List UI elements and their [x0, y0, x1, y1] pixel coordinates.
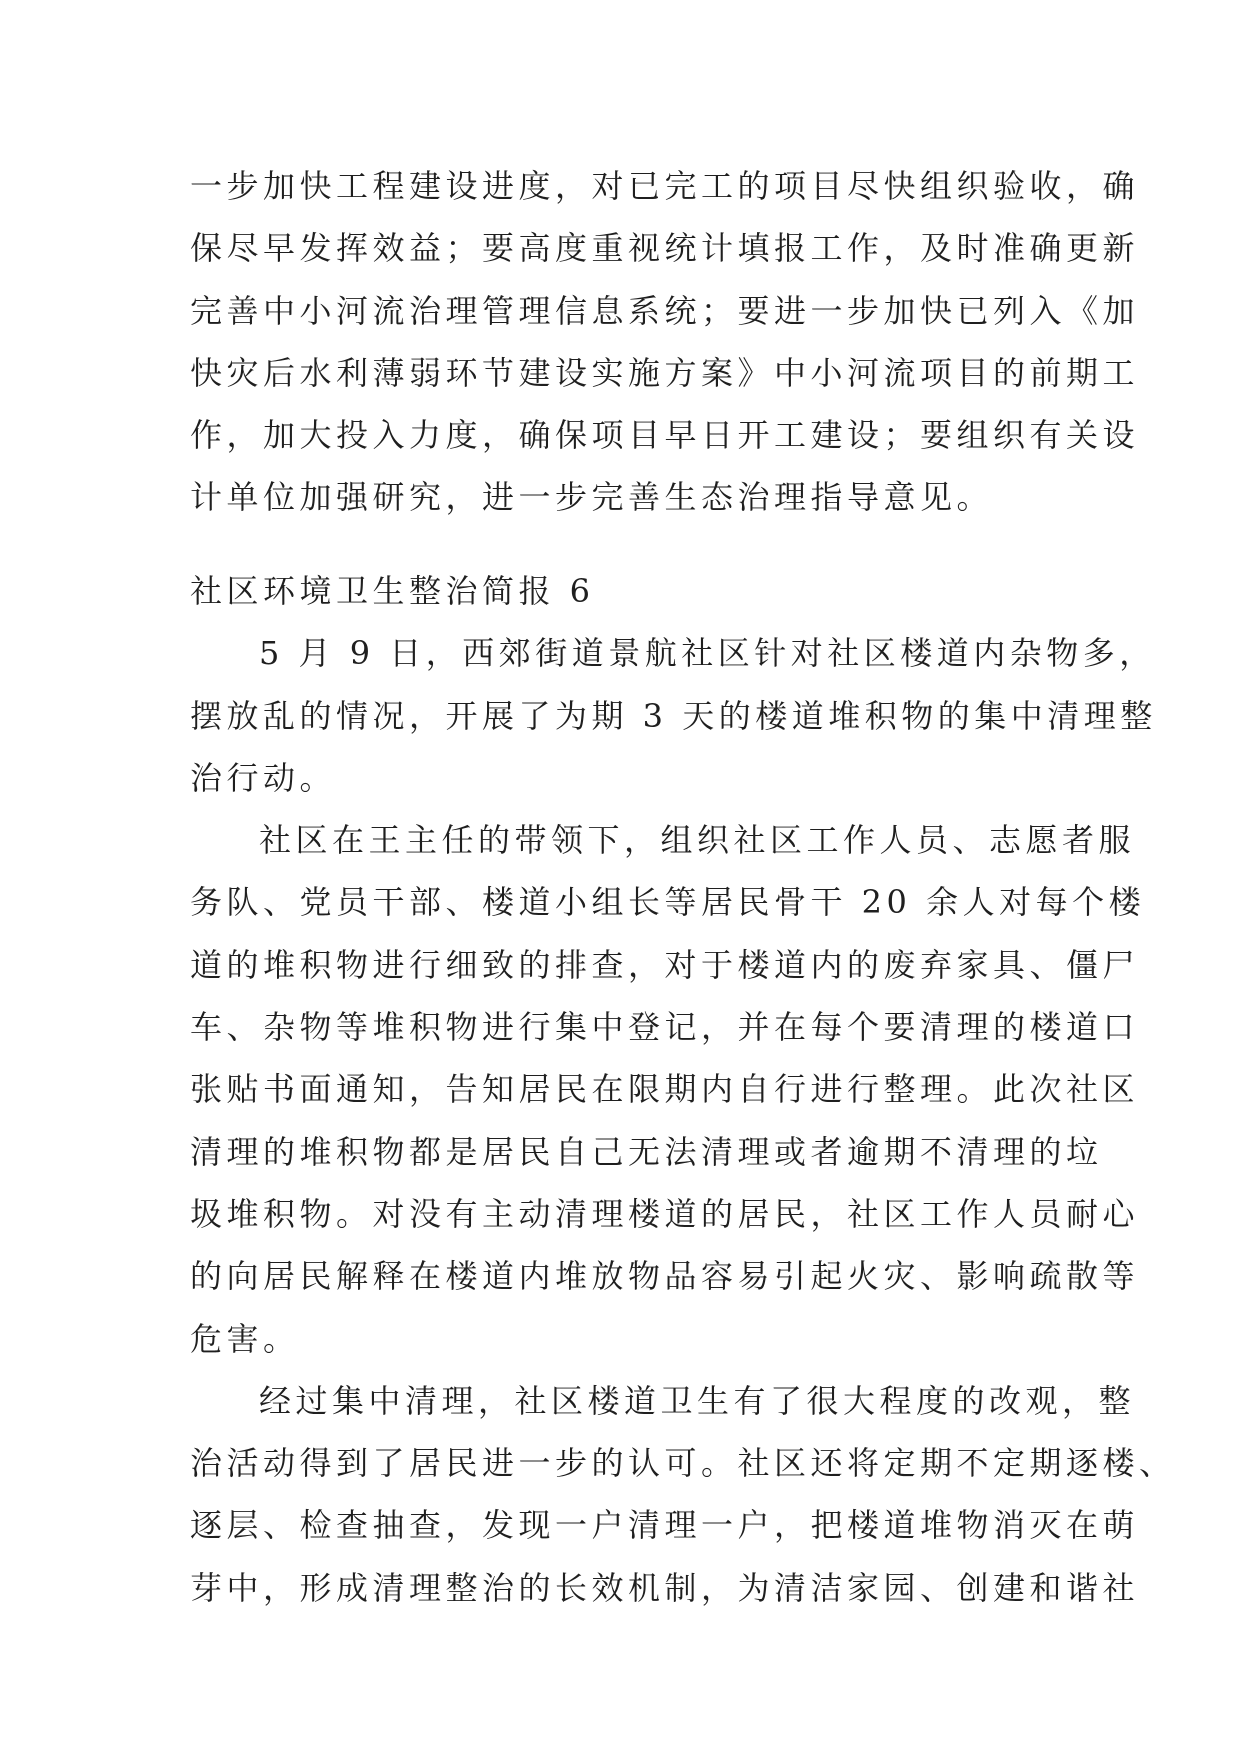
paragraph-line: 社区在王主任的带领下，组织社区工作人员、志愿者服 — [259, 821, 1136, 860]
article-section — [190, 560, 1176, 1619]
article-title: 社区环境卫生整治简报 6 — [190, 572, 595, 610]
paragraph-line: 一步加快工程建设进度，对已完工的项目尽快组织验收，确 — [190, 167, 1140, 205]
paragraph-line: 经过集中清理，社区楼道卫生有了很大程度的改观，整 — [259, 1381, 1136, 1420]
paragraph-line: 计单位加强研究，进一步完善生态治理指导意见。 — [190, 478, 994, 517]
paragraph-line: 清理的堆积物都是居民自己无法清理或者逾期不清理的垃 — [190, 1132, 1103, 1171]
paragraph-line: 治行动。 — [190, 758, 337, 797]
paragraph-line: 车、杂物等堆积物进行集中登记，并在每个要清理的楼道口 — [190, 1008, 1140, 1047]
paragraph-line: 务队、党员干部、楼道小组长等居民骨干 20 余人对每个楼 — [190, 883, 1146, 922]
paragraph-line: 5 月 9 日，西郊街道景航社区针对社区楼道内杂物多， — [259, 634, 1156, 673]
continued-paragraph — [190, 155, 1140, 529]
paragraph-line: 危害。 — [190, 1319, 300, 1358]
paragraph-line: 作，加大投入力度，确保项目早日开工建设；要组织有关设 — [190, 416, 1140, 455]
paragraph-line: 完善中小河流治理管理信息系统；要进一步加快已列入《加 — [190, 291, 1140, 330]
paragraph-line: 的向居民解释在楼道内堆放物品容易引起火灾、影响疏散等 — [190, 1257, 1140, 1296]
paragraph-line: 治活动得到了居民进一步的认可。社区还将定期不定期逐楼、 — [190, 1444, 1176, 1483]
paragraph-line: 快灾后水利薄弱环节建设实施方案》中小河流项目的前期工 — [190, 353, 1140, 392]
paragraph-line: 逐层、检查抽查，发现一户清理一户，把楼道堆物消灭在萌 — [190, 1506, 1140, 1545]
paragraph-line: 摆放乱的情况，开展了为期 3 天的楼道堆积物的集中清理整 — [190, 696, 1157, 735]
paragraph-line: 张贴书面通知，告知居民在限期内自行进行整理。此次社区 — [190, 1070, 1140, 1109]
paragraph-line: 圾堆积物。对没有主动清理楼道的居民，社区工作人员耐心 — [190, 1194, 1140, 1233]
paragraph-line: 保尽早发挥效益；要高度重视统计填报工作，及时准确更新 — [190, 229, 1140, 268]
paragraph-line: 芽中，形成清理整治的长效机制，为清洁家园、创建和谐社 — [190, 1568, 1140, 1607]
paragraph-line: 道的堆积物进行细致的排查，对于楼道内的废弃家具、僵尸 — [190, 945, 1140, 984]
